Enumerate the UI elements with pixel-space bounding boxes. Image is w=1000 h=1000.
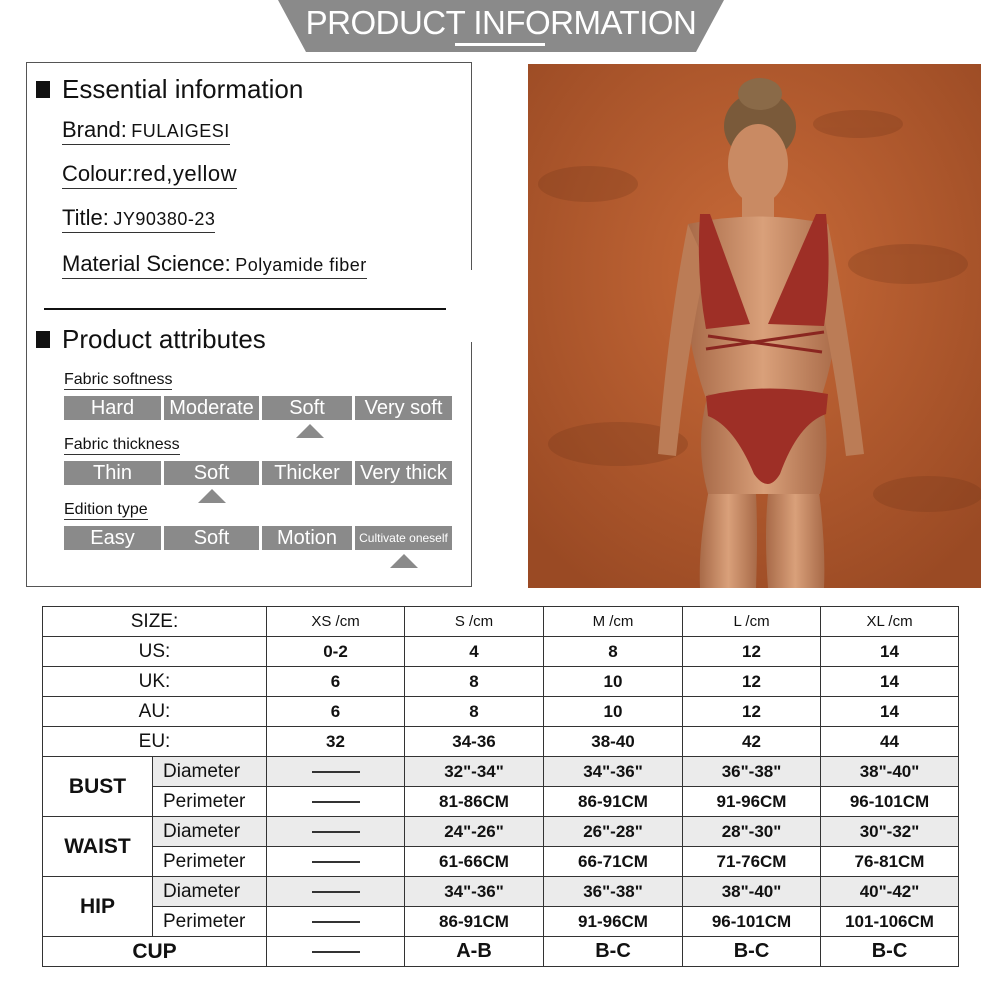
option-thin: Thin: [64, 461, 161, 485]
dash-icon: [312, 801, 360, 803]
table-cell: A-B: [405, 937, 544, 967]
option-motion: Motion: [262, 526, 352, 550]
sub-label: Diameter: [153, 817, 267, 847]
banner-underline: [455, 43, 545, 46]
table-cell: 38-40: [544, 727, 683, 757]
dash-icon: [312, 921, 360, 923]
option-easy: Easy: [64, 526, 161, 550]
table-cell: 66-71CM: [544, 847, 683, 877]
option-cultivate-oneself: Cultivate oneself: [355, 526, 452, 550]
table-cell: 10: [544, 667, 683, 697]
edition-type-scale: [64, 526, 455, 550]
table-cell: 8: [405, 697, 544, 727]
title-value: JY90380-23: [113, 209, 216, 229]
attributes-heading-text: Product attributes: [62, 324, 266, 354]
table-cell: 91-96CM: [683, 787, 821, 817]
brand-key: Brand:: [62, 117, 127, 142]
material-value: Polyamide fiber: [235, 255, 367, 275]
table-row-hip-diameter: [43, 877, 959, 907]
table-row-au: [43, 697, 959, 727]
sub-label: Diameter: [153, 757, 267, 787]
row-label: UK:: [43, 667, 267, 697]
attributes-heading: [36, 324, 266, 355]
dash-icon: [312, 771, 360, 773]
selected-pointer-icon: [296, 424, 324, 438]
header-xs: XS /cm: [267, 607, 405, 637]
brand-field: [62, 117, 230, 145]
table-cell: 86-91CM: [405, 907, 544, 937]
material-field: [62, 251, 367, 279]
table-cell: 34"-36": [405, 877, 544, 907]
table-cell: 8: [544, 637, 683, 667]
option-very-thick: Very thick: [355, 461, 452, 485]
table-cell: 42: [683, 727, 821, 757]
table-cell: 34-36: [405, 727, 544, 757]
table-row-bust-perimeter: [43, 787, 959, 817]
table-cell: 4: [405, 637, 544, 667]
table-cell: 14: [821, 667, 959, 697]
dash-icon: [312, 861, 360, 863]
essential-heading-text: Essential information: [62, 74, 304, 104]
sub-label: Perimeter: [153, 847, 267, 877]
table-cell: B-C: [544, 937, 683, 967]
table-cell: 32"-34": [405, 757, 544, 787]
selected-pointer-icon: [198, 489, 226, 503]
empty-dash-cell: [267, 937, 405, 967]
option-thicker: Thicker: [262, 461, 352, 485]
table-cell: 38"-40": [683, 877, 821, 907]
brand-value: FULAIGESI: [131, 121, 230, 141]
table-row-waist-diameter: [43, 817, 959, 847]
fabric-thickness-scale: [64, 461, 455, 485]
table-cell: 61-66CM: [405, 847, 544, 877]
table-row-us: [43, 637, 959, 667]
table-cell: 14: [821, 697, 959, 727]
fabric-softness-scale: [64, 396, 455, 420]
group-label-waist: WAIST: [43, 817, 153, 877]
table-cell: 24"-26": [405, 817, 544, 847]
material-key: Material Science:: [62, 251, 231, 276]
option-moderate: Moderate: [164, 396, 259, 420]
option-soft: Soft: [262, 396, 352, 420]
table-row-hip-perimeter: [43, 907, 959, 937]
empty-dash-cell: [267, 817, 405, 847]
table-row-eu: [43, 727, 959, 757]
sub-label: Perimeter: [153, 787, 267, 817]
table-cell: B-C: [821, 937, 959, 967]
table-row-cup: [43, 937, 959, 967]
option-soft: Soft: [164, 461, 259, 485]
title-field: [62, 205, 215, 233]
table-cell: 91-96CM: [544, 907, 683, 937]
table-cell: 12: [683, 697, 821, 727]
section-divider: [44, 308, 446, 310]
table-cell: 10: [544, 697, 683, 727]
table-cell: 71-76CM: [683, 847, 821, 877]
empty-dash-cell: [267, 877, 405, 907]
table-cell: 14: [821, 637, 959, 667]
colour-key: Colour:: [62, 161, 133, 186]
table-row-bust-diameter: [43, 757, 959, 787]
model-illustration: [528, 64, 981, 588]
fabric-softness-label: Fabric softness: [64, 371, 173, 388]
header-s: S /cm: [405, 607, 544, 637]
empty-dash-cell: [267, 847, 405, 877]
edition-type-label: Edition type: [64, 501, 148, 518]
panel-gap: [466, 270, 478, 342]
product-photo: [528, 64, 981, 588]
row-label-cup: CUP: [43, 937, 267, 967]
option-very-soft: Very soft: [355, 396, 452, 420]
dash-icon: [312, 951, 360, 953]
table-cell: 36"-38": [683, 757, 821, 787]
bullet-square-icon: [36, 81, 50, 98]
table-cell: 28"-30": [683, 817, 821, 847]
table-cell: 26"-28": [544, 817, 683, 847]
table-cell: 12: [683, 637, 821, 667]
colour-field: [62, 161, 237, 189]
sub-label: Diameter: [153, 877, 267, 907]
table-cell: 96-101CM: [683, 907, 821, 937]
header-xl: XL /cm: [821, 607, 959, 637]
table-cell: 86-91CM: [544, 787, 683, 817]
dash-icon: [312, 891, 360, 893]
table-cell: 36"-38": [544, 877, 683, 907]
table-cell: 6: [267, 667, 405, 697]
selected-pointer-icon: [390, 554, 418, 568]
table-cell: 76-81CM: [821, 847, 959, 877]
table-cell: 12: [683, 667, 821, 697]
group-label-hip: HIP: [43, 877, 153, 937]
title-key: Title:: [62, 205, 109, 230]
table-cell: 0-2: [267, 637, 405, 667]
table-cell: 81-86CM: [405, 787, 544, 817]
option-hard: Hard: [64, 396, 161, 420]
dash-icon: [312, 831, 360, 833]
row-label: AU:: [43, 697, 267, 727]
bullet-square-icon: [36, 331, 50, 348]
table-cell: 30"-32": [821, 817, 959, 847]
table-cell: 6: [267, 697, 405, 727]
table-cell: 8: [405, 667, 544, 697]
colour-value: red,yellow: [132, 161, 237, 186]
empty-dash-cell: [267, 787, 405, 817]
table-cell: 40"-42": [821, 877, 959, 907]
row-label: US:: [43, 637, 267, 667]
table-cell: 32: [267, 727, 405, 757]
table-header-row: [43, 607, 959, 637]
size-chart-table: [42, 606, 959, 967]
fabric-thickness-label: Fabric thickness: [64, 436, 180, 453]
page-title: PRODUCT INFORMATION: [305, 4, 697, 41]
option-soft: Soft: [164, 526, 259, 550]
row-label: EU:: [43, 727, 267, 757]
table-cell: 38"-40": [821, 757, 959, 787]
table-cell: 101-106CM: [821, 907, 959, 937]
table-cell: 96-101CM: [821, 787, 959, 817]
table-cell: B-C: [683, 937, 821, 967]
table-cell: 34"-36": [544, 757, 683, 787]
header-l: L /cm: [683, 607, 821, 637]
table-cell: 44: [821, 727, 959, 757]
sub-label: Perimeter: [153, 907, 267, 937]
header-size: SIZE:: [43, 607, 267, 637]
table-row-waist-perimeter: [43, 847, 959, 877]
header-m: M /cm: [544, 607, 683, 637]
essential-heading: [36, 74, 303, 105]
table-row-uk: [43, 667, 959, 697]
group-label-bust: BUST: [43, 757, 153, 817]
empty-dash-cell: [267, 907, 405, 937]
empty-dash-cell: [267, 757, 405, 787]
